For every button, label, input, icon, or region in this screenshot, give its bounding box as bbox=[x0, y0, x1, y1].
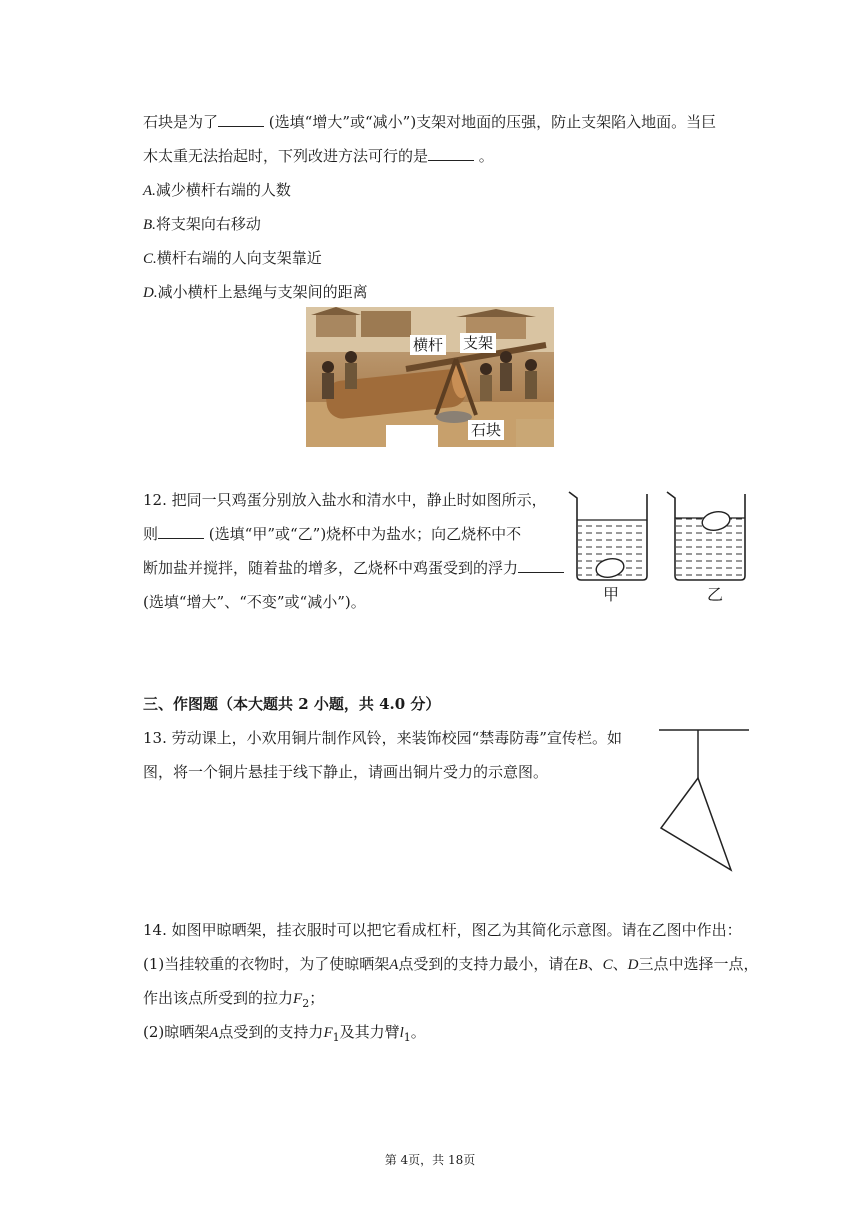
answer-blank bbox=[218, 112, 264, 127]
arm-subscript: 1 bbox=[403, 1031, 411, 1044]
q14-text: 、 bbox=[612, 955, 628, 973]
q14-text: (1)当挂较重的衣物时，为了使晾晒架 bbox=[143, 955, 390, 973]
q13-text: 图，将一个铜片悬挂于线下静止，请画出铜片受力的示意图。 bbox=[143, 763, 549, 781]
q14-text: 作出该点所受到的拉力 bbox=[143, 989, 294, 1007]
option-text: 将支架向右移动 bbox=[155, 215, 261, 233]
option-letter: A. bbox=[143, 183, 156, 199]
point-label: D bbox=[627, 957, 639, 973]
label-support: 支架 bbox=[460, 333, 496, 353]
q14-line-2 bbox=[143, 954, 759, 975]
option-c bbox=[143, 248, 322, 269]
force-subscript: 1 bbox=[332, 1031, 340, 1044]
option-text: 横杆右端的人向支架靠近 bbox=[156, 249, 322, 267]
q11-text: (选填“增大”或“减小”)支架对地面的压强，防止支架陷入地面。当巨 bbox=[268, 113, 717, 131]
label-stone: 石块 bbox=[468, 420, 504, 440]
option-text: 减少横杆右端的人数 bbox=[155, 181, 291, 199]
q12-text: (选填“增大”、“不变”或“减小”)。 bbox=[143, 593, 366, 611]
answer-blank bbox=[158, 524, 204, 539]
section-heading: 三、作图题（本大题共 2 小题，共 4.0 分） bbox=[143, 695, 441, 713]
q11-text: 石块是为了 bbox=[143, 113, 219, 131]
q14-text: 点受到的支持力 bbox=[218, 1023, 324, 1041]
answer-blank bbox=[518, 558, 564, 573]
copper-piece-figure bbox=[655, 726, 755, 876]
q14-text: 、 bbox=[587, 955, 603, 973]
beaker-label-right: 乙 bbox=[707, 585, 724, 604]
option-d bbox=[143, 282, 368, 303]
illustration-scene bbox=[306, 307, 554, 447]
q14-line-3 bbox=[143, 988, 324, 1014]
option-letter: C. bbox=[143, 251, 157, 267]
point-label: C bbox=[602, 957, 613, 973]
force-symbol: F bbox=[293, 991, 303, 1007]
option-b bbox=[143, 214, 261, 235]
q14-text: 14. 如图甲晾晒架，挂衣服时可以把它看成杠杆，图乙为其简化示意图。请在乙图中作出： bbox=[143, 921, 742, 939]
q12-line-3 bbox=[143, 558, 564, 578]
q12-line-2 bbox=[143, 524, 521, 544]
q14-text: 点受到的支持力最小，请在 bbox=[398, 955, 579, 973]
q14-text: 三点中选择一点， bbox=[638, 955, 759, 973]
option-letter: D. bbox=[143, 285, 158, 301]
q14-line-1 bbox=[143, 920, 742, 940]
q13-text: 13. 劳动课上，小欢用铜片制作风铃，来装饰校园“禁毒防毒”宣传栏。如 bbox=[143, 729, 622, 747]
point-label: A bbox=[209, 1025, 219, 1041]
point-label: B bbox=[578, 957, 588, 973]
beaker-left bbox=[569, 492, 647, 580]
q11-text: 。 bbox=[478, 147, 494, 165]
beaker-right bbox=[667, 492, 745, 580]
point-label: A bbox=[389, 957, 399, 973]
label-crossbar: 横杆 bbox=[410, 335, 446, 355]
log-lifting-illustration bbox=[306, 307, 554, 447]
option-letter: B. bbox=[143, 217, 156, 233]
force-symbol: F bbox=[323, 1025, 333, 1041]
q14-text: 及其力臂 bbox=[339, 1023, 400, 1041]
option-a bbox=[143, 180, 291, 201]
q14-text: 。 bbox=[410, 1023, 426, 1041]
q14-line-4 bbox=[143, 1022, 426, 1048]
page-footer: 第 4页，共 18页 bbox=[384, 1153, 476, 1167]
arm-symbol: l bbox=[399, 1025, 404, 1041]
beaker-label-left: 甲 bbox=[603, 585, 620, 604]
beakers-figure bbox=[565, 488, 760, 588]
q12-line-1 bbox=[143, 490, 547, 510]
q12-text: 则 bbox=[143, 525, 159, 543]
q13-line-1 bbox=[143, 728, 622, 748]
copper-piece bbox=[661, 778, 731, 870]
q12-text: (选填“甲”或“乙”)烧杯中为盐水；向乙烧杯中不 bbox=[208, 525, 522, 543]
force-subscript: 2 bbox=[302, 997, 310, 1010]
q14-text: ； bbox=[309, 989, 325, 1007]
q11-text: 木太重无法抬起时，下列改进方法可行的是 bbox=[143, 147, 429, 165]
answer-blank bbox=[428, 146, 474, 161]
q12-text: 12. 把同一只鸡蛋分别放入盐水和清水中，静止时如图所示， bbox=[143, 491, 547, 509]
q11-line-1 bbox=[143, 112, 716, 132]
q12-line-4 bbox=[143, 592, 366, 612]
q11-line-2 bbox=[143, 146, 494, 166]
option-text: 减小横杆上悬绳与支架间的距离 bbox=[157, 283, 368, 301]
q13-line-2 bbox=[143, 762, 548, 782]
q14-text: (2)晾晒架 bbox=[143, 1023, 210, 1041]
q12-text: 断加盐并搅拌，随着盐的增多，乙烧杯中鸡蛋受到的浮力 bbox=[143, 559, 519, 577]
